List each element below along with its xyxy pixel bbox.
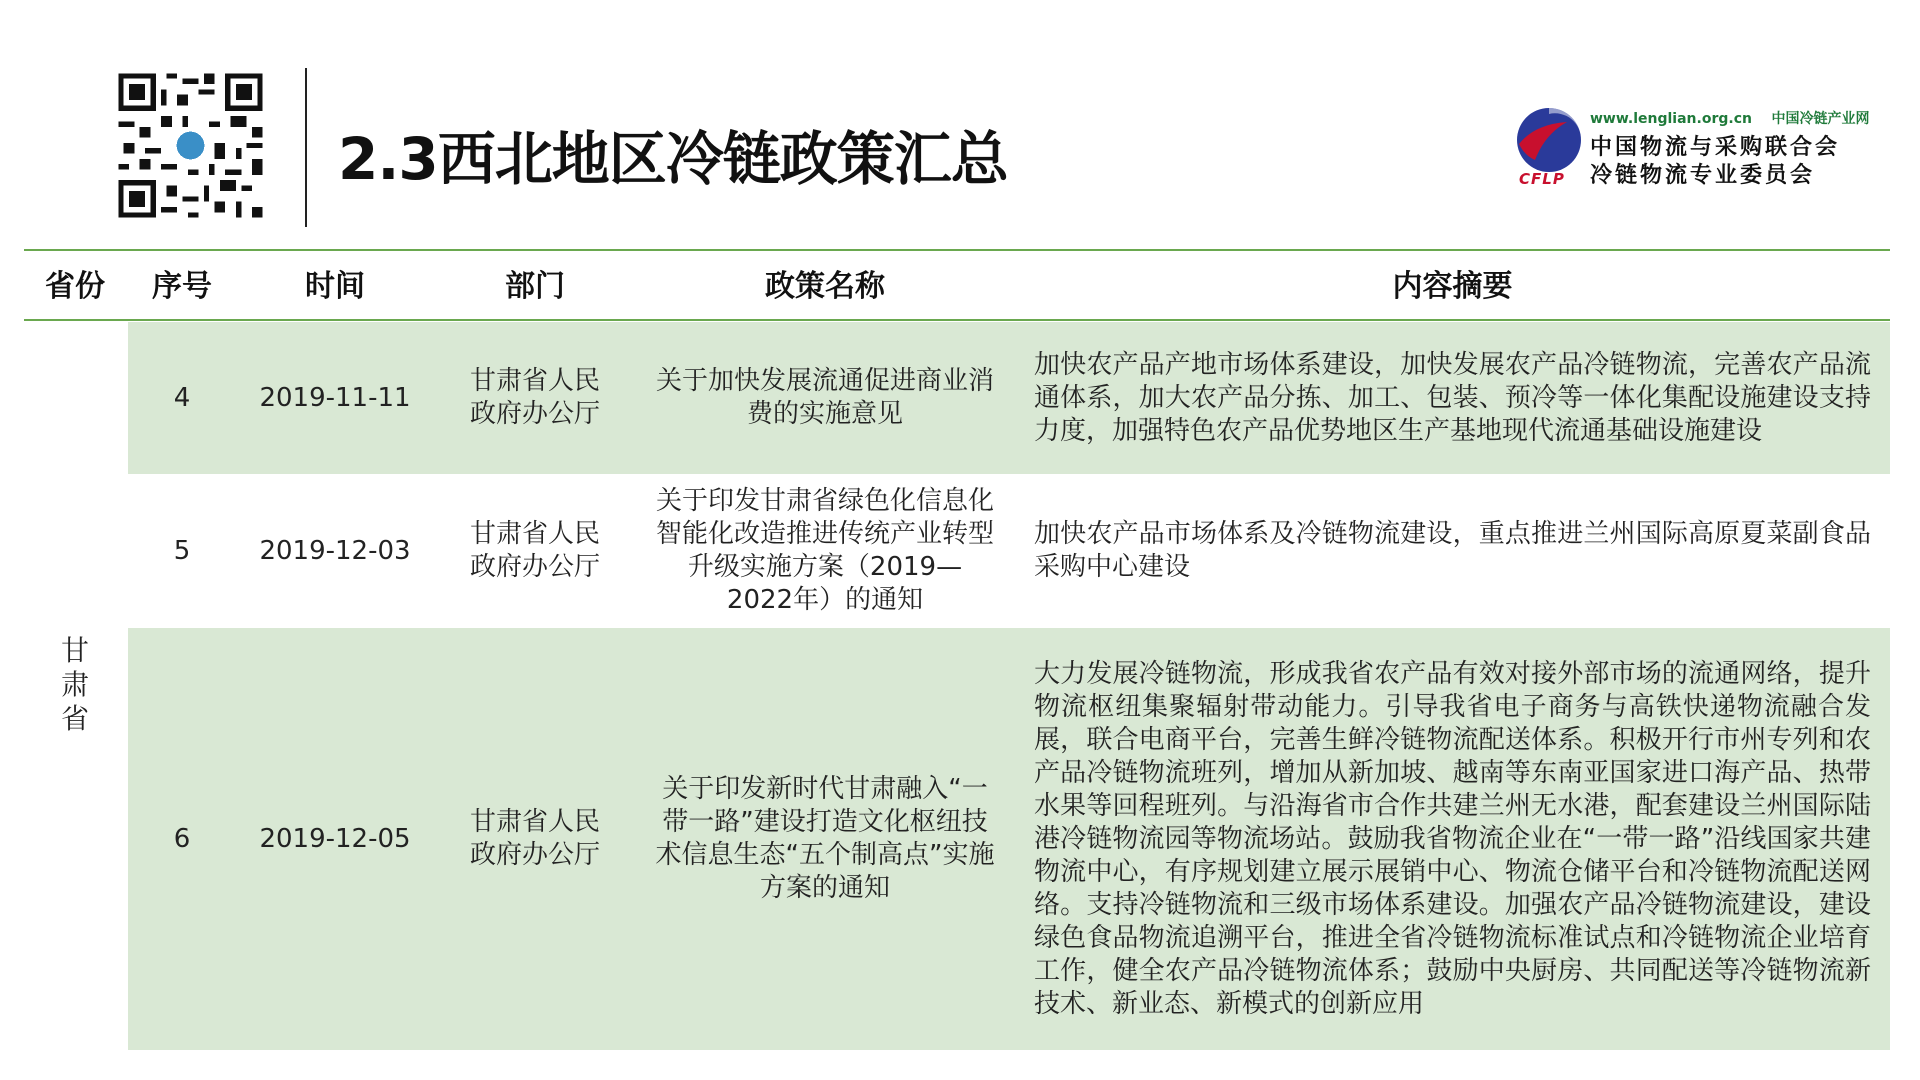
qr-code-icon	[113, 68, 268, 223]
province-label: 甘肃省	[60, 634, 89, 735]
table-top-rule	[24, 249, 1890, 251]
header-province: 省份	[45, 269, 105, 304]
row-department: 甘肃省人民政府办公厅	[469, 807, 600, 870]
cflp-abbr: CFLP	[1519, 170, 1565, 188]
row-policy-name: 关于印发新时代甘肃融入“一带一路”建设打造文化枢纽技术信息生态“五个制高点”实施方案的通知	[655, 774, 995, 903]
header-policy-name: 政策名称	[765, 269, 885, 304]
row-summary: 加快农产品产地市场体系建设，加快发展农产品冷链物流，完善农产品流通体系，加大农产品分拣、加工、包装、预冷等一体化集配设施建设支持力度，加强特色农产品优势地区生产基地现代流通基础设施建设	[1034, 349, 1871, 446]
row-policy-name: 关于加快发展流通促进商业消费的实施意见	[655, 366, 994, 429]
table-header-rule	[24, 319, 1890, 321]
row-date: 2019-12-03	[259, 535, 411, 566]
row-number: 6	[173, 823, 191, 854]
header-divider	[305, 68, 307, 227]
header-summary: 内容摘要	[1392, 269, 1513, 304]
logo-url: www.lenglian.org.cn 中国冷链产业网	[1590, 111, 1870, 127]
logo-name-line2: 冷链物流专业委员会	[1590, 163, 1816, 188]
row-department: 甘肃省人民政府办公厅	[469, 519, 600, 582]
row-department: 甘肃省人民政府办公厅	[469, 366, 600, 429]
header-date: 时间	[305, 269, 365, 304]
row-summary: 加快农产品市场体系及冷链物流建设，重点推进兰州国际高原夏菜副食品采购中心建设	[1034, 519, 1871, 582]
header-number: 序号	[152, 269, 212, 304]
row-policy-name: 关于印发甘肃省绿色化信息化智能化改造推进传统产业转型升级实施方案（2019—2022年）的通知	[655, 486, 994, 615]
row-date: 2019-11-11	[259, 382, 411, 413]
qr-code	[113, 68, 268, 223]
row-number: 4	[173, 382, 191, 413]
row-number: 5	[173, 535, 191, 566]
row-date: 2019-12-05	[259, 823, 411, 854]
page-title: 2.3西北地区冷链政策汇总	[338, 125, 1008, 193]
logo-name-line1: 中国物流与采购联合会	[1590, 135, 1841, 160]
header-department: 部门	[505, 269, 565, 304]
province-cell	[40, 320, 110, 1050]
row-summary: 大力发展冷链物流，形成我省农产品有效对接外部市场的流通网络，提升物流枢纽集聚辐射带动能力。引导我省电子商务与高铁快递物流融合发展，联合电商平台，完善生鲜冷链物流配送体系。积极开行市州专列和农产品冷链物流班列，增加从新加坡、越南等东南亚国家进口海产品、热带水果等回程班列。与沿海省市合作共建兰州无水港，配套建设兰州国际陆港冷链物流园等物流场站。鼓励我省物流企业在“一带一路”沿线国家共建物流中心，有序规划建立展示展销中心、物流仓储平台和冷链物流配送网络。支持冷链物流和三级市场体系建设。加强农产品冷链物流建设，建设绿色食品物流追溯平台，推进全省冷链物流标准试点和冷链物流企业培育工作，健全农产品冷链物流体系；鼓励中央厨房、共同配送等冷链物流新技术、新业态、新模式的创新应用	[1034, 658, 1871, 1019]
cflp-logo	[1505, 104, 1875, 194]
